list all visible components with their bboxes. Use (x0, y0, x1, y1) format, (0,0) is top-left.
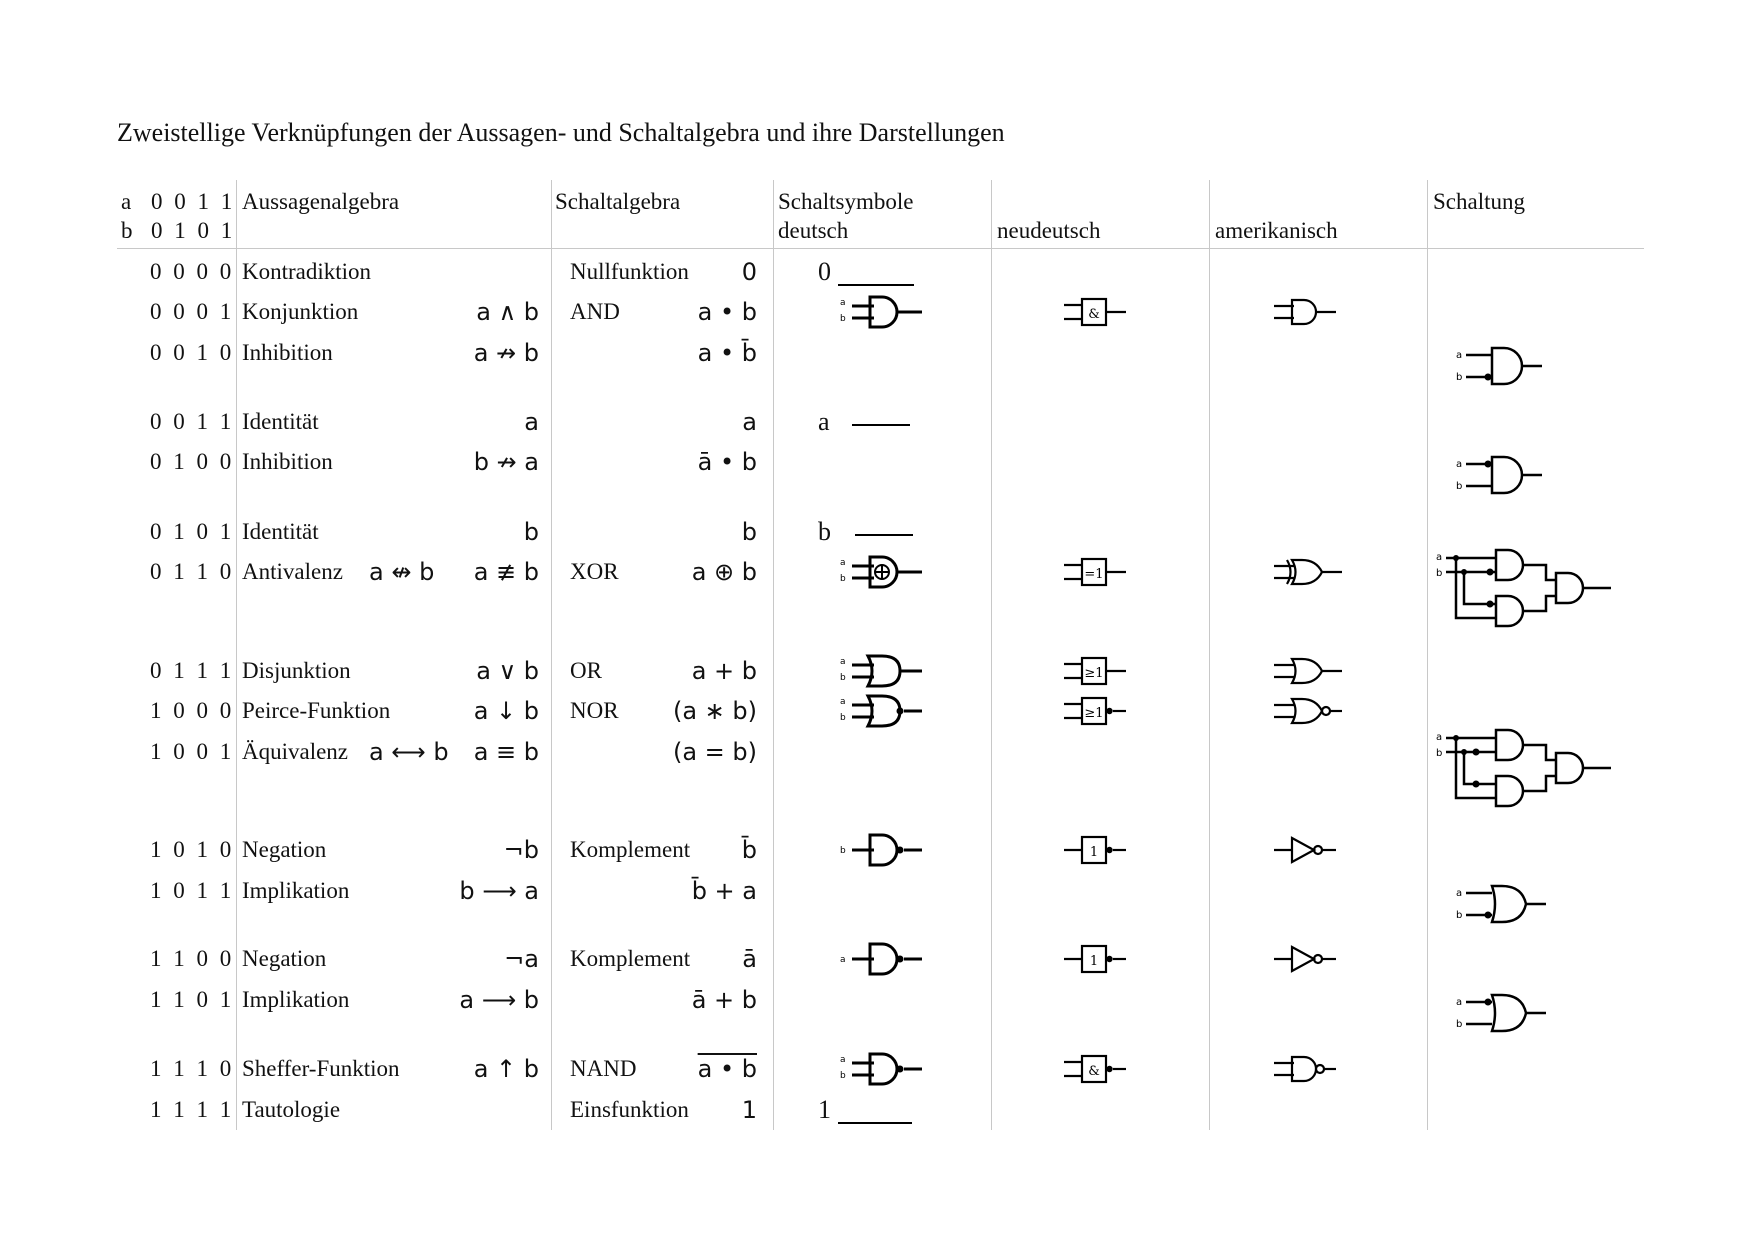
switching-expression: ā + b (691, 986, 757, 1014)
switching-name: Nullfunktion (570, 259, 689, 284)
logic-expression: a ↛ b (473, 339, 539, 367)
switching-expression: a (742, 408, 757, 436)
gate-symbol-us-or (1272, 651, 1352, 696)
logic-expression: b ↛ a (473, 448, 539, 476)
header-var-b: b (121, 218, 133, 243)
gate-pin-b-label: b (840, 713, 846, 723)
gate-symbol-iec (1062, 939, 1132, 984)
table-row (0, 939, 1754, 979)
logic-name: Negation (242, 946, 327, 971)
logic-name: Identität (242, 519, 319, 544)
logic-expression-alt: a ⟷ b (369, 738, 449, 766)
gate-function-label: & (1088, 307, 1100, 322)
logic-name: Disjunktion (242, 658, 351, 683)
circuit-inhibit-a (1456, 454, 1556, 509)
logic-name: Tautologie (242, 1097, 341, 1122)
header-divider (117, 248, 1644, 249)
gate-symbol-de-not-a (838, 939, 928, 984)
circuit-pin-label: b (1436, 748, 1443, 759)
truth-bits: 1 0 0 1 (150, 739, 235, 764)
circuit-xor-net (1436, 548, 1616, 643)
circuit-impl-a (1456, 992, 1556, 1047)
logic-expression: b ⟶ a (459, 877, 539, 905)
header-bits-b: 0 1 0 1 (151, 218, 236, 243)
logic-name: Konjunktion (242, 299, 359, 324)
signal-line (838, 284, 914, 286)
gate-function-label: 1 (1089, 954, 1099, 969)
gate-pin-b-label: b (840, 673, 846, 683)
table-row (0, 871, 1754, 921)
constant-signal-label: a (818, 407, 830, 436)
gate-symbol-us-not (1272, 939, 1352, 984)
table-row (0, 830, 1754, 870)
truth-bits: 1 0 1 0 (150, 837, 235, 862)
circuit-pin-label: b (1456, 372, 1463, 383)
switching-expression: ā (742, 945, 757, 973)
page-title: Zweistellige Verknüpfungen der Aussagen- und Schaltalgebra und ihre Darstellungen (117, 118, 1005, 147)
logic-expression: a (524, 408, 539, 436)
signal-line (838, 1122, 912, 1124)
truth-bits: 1 0 1 1 (150, 878, 235, 903)
truth-bits: 1 1 1 0 (150, 1056, 235, 1081)
truth-bits: 0 1 0 0 (150, 449, 235, 474)
switching-name: Komplement (570, 946, 691, 971)
table-row (0, 252, 1754, 292)
constant-signal-label: b (818, 517, 831, 546)
logic-expression: a ↓ b (473, 697, 539, 725)
gate-pin-a-label: a (840, 697, 846, 707)
gate-pin-b-label: b (840, 314, 846, 324)
gate-pin-a-label: a (840, 558, 846, 568)
truth-bits: 0 1 1 1 (150, 658, 235, 683)
switching-expression: ā • b (697, 448, 757, 476)
logic-expression: ¬a (504, 945, 539, 973)
circuit-pin-label: b (1436, 568, 1443, 579)
table-row (0, 651, 1754, 691)
logic-name: Peirce-Funktion (242, 698, 391, 723)
truth-bits: 0 1 0 1 (150, 519, 235, 544)
gate-symbol-us-and (1272, 292, 1352, 337)
gate-pin-label: a (840, 955, 846, 965)
logic-name: Negation (242, 837, 327, 862)
logic-name: Inhibition (242, 340, 333, 365)
truth-bits: 0 1 1 0 (150, 559, 235, 584)
switching-expression: a • b (697, 298, 757, 326)
gate-symbol-iec (1062, 691, 1132, 736)
gate-symbol-de-not-b (838, 830, 928, 875)
switching-expression: 1 (741, 1096, 757, 1124)
gate-symbol-us-not (1272, 830, 1352, 875)
truth-bits: 0 0 1 1 (150, 409, 235, 434)
switching-expression: (a ∗ b) (672, 697, 757, 725)
header-var-a: a (121, 189, 132, 214)
header-neudeutsch: neudeutsch (997, 218, 1101, 243)
table-row (0, 333, 1754, 383)
gate-pin-b-label: b (840, 574, 846, 584)
logic-name: Äquivalenz (242, 739, 349, 764)
gate-symbol-iec (1062, 292, 1132, 337)
switching-name: AND (570, 299, 620, 324)
gate-symbol-de-or (838, 651, 928, 696)
logic-expression: a ≡ b (473, 738, 539, 766)
gate-symbol-de-nand (838, 1049, 928, 1094)
circuit-pin-label: a (1436, 732, 1443, 743)
switching-expression: b (741, 518, 757, 546)
gate-symbol-de-nor (838, 691, 928, 736)
table-row (0, 402, 1754, 442)
gate-function-label: ≥1 (1084, 666, 1104, 681)
truth-bits: 0 0 0 0 (150, 259, 235, 284)
table-row (0, 1090, 1754, 1130)
switching-name: Einsfunktion (570, 1097, 689, 1122)
logic-name: Antivalenz (242, 559, 343, 584)
gate-pin-label: b (840, 846, 846, 856)
signal-line (855, 534, 913, 536)
switching-expression: b̄ + a (691, 877, 757, 905)
logic-expression: a ⟶ b (459, 986, 539, 1014)
switching-name: Komplement (570, 837, 691, 862)
switching-expression: a + b (691, 657, 757, 685)
switching-name: XOR (570, 559, 619, 584)
constant-signal-label: 1 (818, 1095, 831, 1124)
table-row (0, 442, 1754, 492)
truth-bits: 0 0 1 0 (150, 340, 235, 365)
gate-symbol-us-xor (1272, 552, 1352, 597)
truth-bits: 0 0 0 1 (150, 299, 235, 324)
header-deutsch: deutsch (778, 218, 849, 243)
circuit-pin-label: b (1456, 910, 1463, 921)
switching-expression: (a = b) (672, 738, 757, 766)
gate-symbol-iec (1062, 651, 1132, 696)
circuit-pin-label: a (1456, 888, 1463, 899)
header-amerikanisch: amerikanisch (1215, 218, 1338, 243)
logic-expression: a ≢ b (473, 558, 539, 586)
table-row (0, 552, 1754, 592)
truth-bits: 1 1 1 1 (150, 1097, 235, 1122)
logic-expression-alt: a ↮ b (369, 558, 435, 586)
header-schaltung: Schaltung (1433, 189, 1525, 214)
switching-expression: b̄ (741, 836, 757, 864)
gate-symbol-us-nand (1272, 1049, 1352, 1094)
header-aussagenalgebra: Aussagenalgebra (242, 189, 400, 214)
truth-bits: 1 0 0 0 (150, 698, 235, 723)
logic-name: Kontradiktion (242, 259, 372, 284)
circuit-pin-label: a (1456, 997, 1463, 1008)
switching-expression: a • b̄ (697, 339, 757, 367)
circuit-pin-label: a (1456, 459, 1463, 470)
logic-name: Inhibition (242, 449, 333, 474)
switching-name: NAND (570, 1056, 637, 1081)
switching-expression: 0 (741, 258, 757, 286)
truth-bits: 1 1 0 0 (150, 946, 235, 971)
circuit-pin-label: a (1456, 350, 1463, 361)
circuit-inhibit-b (1456, 345, 1556, 400)
logic-expression: ¬b (503, 836, 539, 864)
table-row (0, 292, 1754, 332)
gate-symbol-us-nor (1272, 691, 1352, 736)
truth-bits: 1 1 0 1 (150, 987, 235, 1012)
gate-pin-a-label: a (840, 657, 846, 667)
gate-symbol-de-and (838, 292, 928, 337)
gate-function-label: ≥1 (1084, 706, 1104, 721)
logic-name: Implikation (242, 987, 350, 1012)
logic-expression: a ↑ b (473, 1055, 539, 1083)
gate-function-label: =1 (1084, 567, 1104, 582)
header-schaltalgebra: Schaltalgebra (555, 189, 681, 214)
logic-expression: a ∧ b (476, 298, 539, 326)
circuit-pin-label: b (1456, 1019, 1463, 1030)
gate-pin-b-label: b (840, 1071, 846, 1081)
constant-signal-label: 0 (818, 257, 831, 286)
gate-symbol-iec (1062, 1049, 1132, 1094)
signal-line (852, 424, 910, 426)
gate-symbol-iec (1062, 830, 1132, 875)
switching-name: OR (570, 658, 602, 683)
circuit-pin-label: b (1456, 481, 1463, 492)
header-schaltsymbole: Schaltsymbole (778, 189, 914, 214)
gate-function-label: 1 (1089, 845, 1099, 860)
table-row (0, 1049, 1754, 1089)
gate-pin-a-label: a (840, 298, 846, 308)
logic-expression: a ∨ b (476, 657, 539, 685)
gate-function-label: & (1088, 1064, 1100, 1079)
switching-expression: a • b (697, 1055, 757, 1083)
table-row (0, 732, 1754, 772)
gate-pin-a-label: a (840, 1055, 846, 1065)
gate-symbol-iec (1062, 552, 1132, 597)
logic-name: Identität (242, 409, 319, 434)
circuit-pin-label: a (1436, 552, 1443, 563)
circuit-impl-b (1456, 883, 1556, 938)
table-row (0, 980, 1754, 1030)
logic-expression: b (523, 518, 539, 546)
table-row (0, 691, 1754, 731)
circuit-xnor-net (1436, 728, 1616, 823)
switching-name: NOR (570, 698, 619, 723)
gate-symbol-de-xor (838, 552, 928, 597)
logic-name: Implikation (242, 878, 350, 903)
table-row (0, 512, 1754, 552)
logic-name: Sheffer-Funktion (242, 1056, 400, 1081)
switching-expression: a ⊕ b (691, 558, 757, 586)
header-bits-a: 0 0 1 1 (151, 189, 236, 214)
